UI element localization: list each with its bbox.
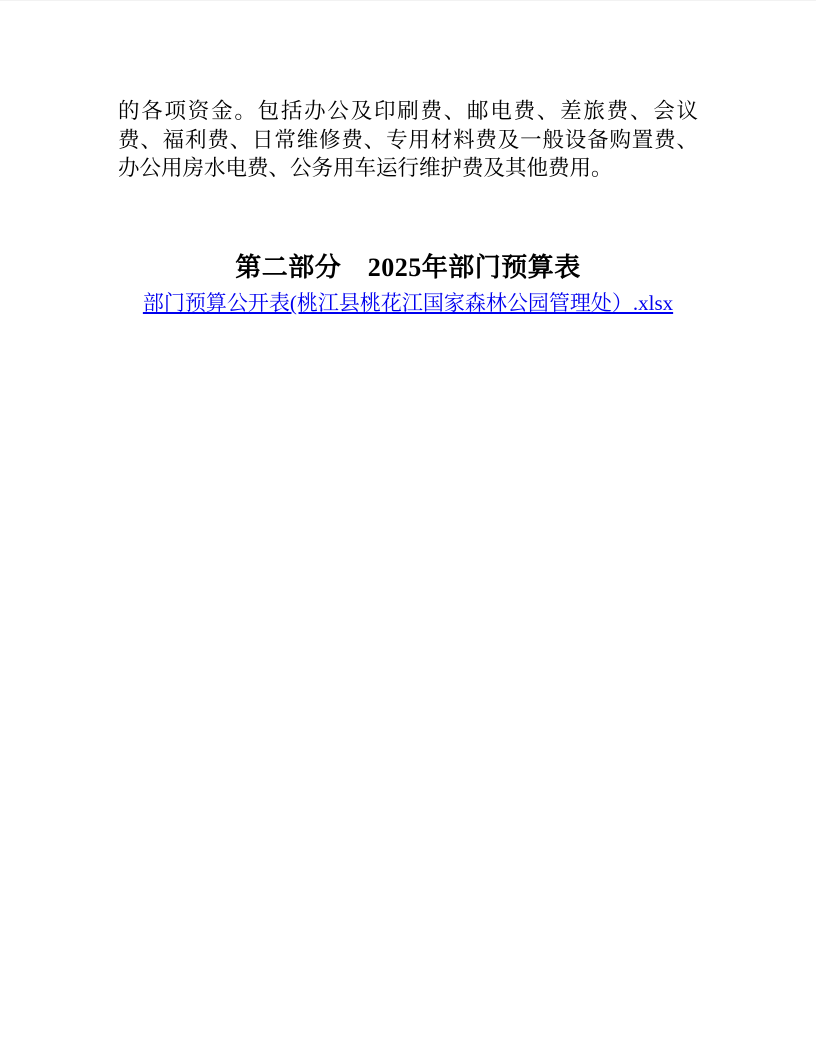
budget-table-xlsx-link[interactable]: 部门预算公开表(桃江县桃花江国家森林公园管理处）.xlsx [142, 291, 674, 315]
section-heading-part2-budget-tables: 第二部分 2025年部门预算表 [235, 253, 581, 282]
attachment-line [0, 288, 816, 318]
document-page [0, 1, 816, 1056]
expense-description-paragraph: 的各项资金。包括办公及印刷费、邮电费、差旅费、会议费、福利费、日常维修费、专用材料费及一般设备购置费、办公用房水电费、公务用车运行维护费及其他费用。 [118, 99, 698, 180]
